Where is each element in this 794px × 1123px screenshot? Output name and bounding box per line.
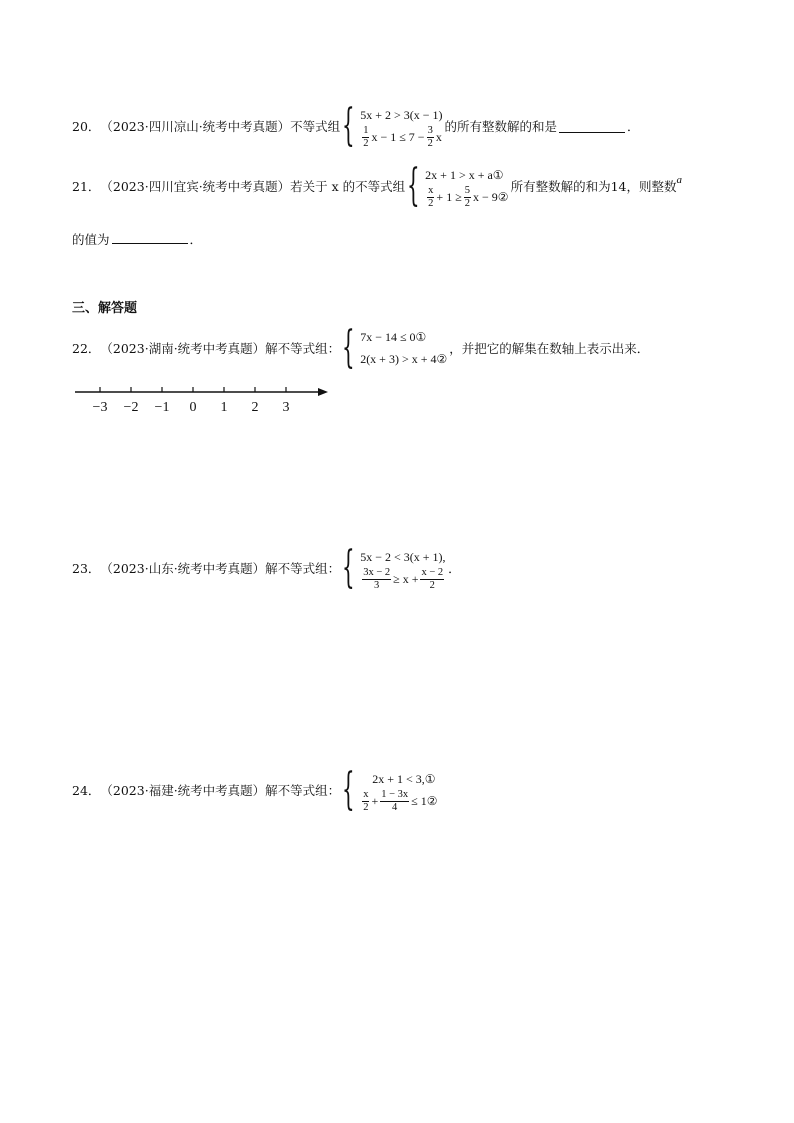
inequality-system	[342, 764, 438, 815]
tick-label: 3	[282, 400, 290, 415]
fraction: $\frac{5}{2}$	[464, 185, 471, 209]
brace-icon: {	[407, 160, 420, 211]
fraction: $\frac{x - 2}{2}$	[421, 567, 444, 591]
question-text: 所有整数解的和为14，则整数	[510, 179, 677, 194]
question-text: 解不等式组：	[265, 783, 341, 798]
arrow-icon	[318, 388, 328, 396]
question-source: （2023·四川凉山·统考中考真题）	[100, 119, 291, 134]
inequality-system	[407, 160, 509, 211]
section-title: 三、解答题	[72, 301, 138, 316]
inequality-1: 5x − 2 < 3(x + 1),	[360, 549, 446, 564]
answer-blank[interactable]	[112, 231, 188, 244]
inequality-1: 2x + 1 > x + a①	[425, 167, 504, 182]
tick-label: 0	[189, 400, 197, 415]
question-source: （2023·湖南·统考中考真题）	[100, 341, 266, 356]
inequality-2: $\frac{x}{2}$ + 1 ≥ $\frac{5}{2}$ x − 9②	[428, 185, 509, 209]
question-22	[72, 322, 650, 373]
question-source: （2023·山东·统考中考真题）	[100, 561, 266, 576]
fraction: $\frac{3}{2}$	[427, 125, 433, 149]
fraction: $\frac{x}{2}$	[428, 185, 434, 209]
fraction: $\frac{x}{2}$	[363, 789, 369, 813]
brace-icon: {	[342, 100, 355, 151]
inequality-2: $\frac{3x - 2}{3}$ ≥ x + $\frac{x - 2}{2}$	[363, 567, 444, 591]
brace-icon: {	[342, 764, 355, 815]
question-source: （2023·福建·统考中考真题）	[100, 783, 266, 798]
question-number: 24．	[72, 783, 101, 798]
inequality-system	[342, 542, 446, 593]
number-line	[70, 380, 340, 420]
question-text: 的所有整数解的和是	[444, 119, 557, 134]
question-number: 22．	[72, 341, 101, 356]
inequality-2: $\frac{1}{2}$ x − 1 ≤ 7 − $\frac{3}{2}$ x	[363, 125, 442, 149]
variable-a: a	[676, 174, 682, 186]
tick-label: 1	[220, 400, 228, 415]
tick-label: −1	[154, 400, 170, 415]
inequality-1: 5x + 2 > 3(x − 1)	[360, 107, 443, 122]
question-number: 21．	[72, 179, 101, 194]
tick-label: −2	[123, 400, 139, 415]
question-text: ，并把它的解集在数轴上表示出来．	[449, 341, 650, 356]
fraction: $\frac{1 - 3x}{4}$	[381, 789, 409, 813]
inequality-2: $\frac{x}{2}$ + $\frac{1 - 3x}{4}$ ≤ 1②	[363, 789, 438, 813]
question-text: 解不等式组：	[265, 561, 341, 576]
question-20: 20． （2023·四川凉山·统考中考真题） 不等式组 { 5x + 2 > 3(x − 1) $\frac{1}{2}$ x − 1 ≤ 7 − $\frac{3}{2}$ x 的所有整数解的和是 ．	[72, 100, 640, 151]
question-number: 20．	[72, 119, 101, 134]
tick-label: 2	[251, 400, 259, 415]
tick-label: −3	[92, 400, 108, 415]
question-23: 23． （2023·山东·统考中考真题） 解不等式组： { 5x − 2 < 3(x + 1), $\frac{3x - 2}{3}$ ≥ x + $\frac{x - 2}{2}$ ．	[72, 542, 461, 593]
inequality-1: 7x − 14 ≤ 0①	[360, 329, 427, 344]
brace-icon: {	[342, 542, 355, 593]
question-text: 解不等式组：	[265, 341, 341, 356]
question-text: 若关于 x 的不等式组	[290, 179, 406, 194]
question-24	[72, 764, 439, 815]
inequality-2: 2(x + 3) > x + 4②	[360, 351, 448, 366]
question-21-line2: 的值为 ．	[72, 232, 203, 247]
question-source: （2023·四川宜宾·统考中考真题）	[100, 179, 291, 194]
question-21	[72, 160, 682, 211]
inequality-system	[342, 100, 443, 151]
inequality-system	[342, 322, 448, 373]
brace-icon: {	[342, 322, 355, 373]
answer-blank[interactable]	[559, 120, 625, 133]
question-number: 23．	[72, 561, 101, 576]
fraction: $\frac{3x - 2}{3}$	[363, 567, 391, 591]
fraction: $\frac{1}{2}$	[363, 125, 369, 149]
question-text: 不等式组	[290, 119, 341, 134]
inequality-1: 2x + 1 < 3,①	[372, 771, 436, 786]
